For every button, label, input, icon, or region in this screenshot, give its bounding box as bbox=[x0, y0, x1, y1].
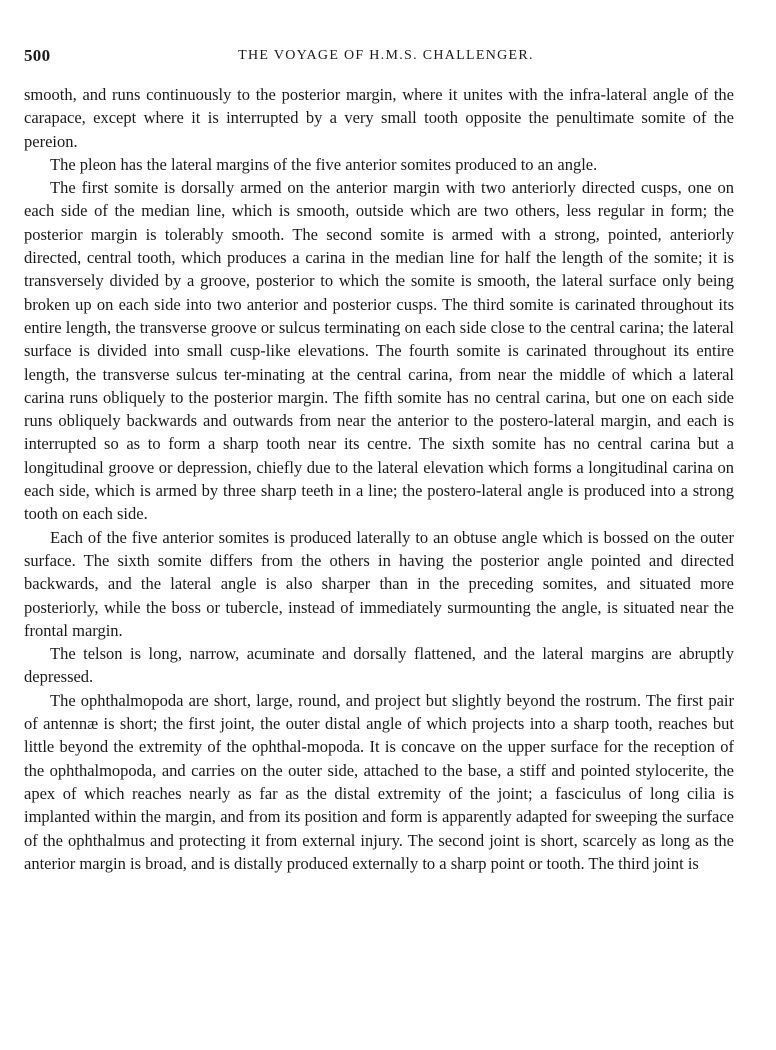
page-header bbox=[24, 42, 748, 72]
paragraph-somites: The first somite is dorsally armed on the anterior margin with two anteriorly directed cusps, one on each side of the median line, which is smooth, outside which are two others, less regular in form; the posterior margin is tolerably smooth. The second somite is armed with a strong, pointed, anteriorly directed, central tooth, which produces a carina in the median line for half the length of the somite; it is transversely divided by a groove, posterior to which the somite is smooth, the lateral surface only being broken up on each side into two anterior and posterior cusps. The third somite is carinated throughout its entire length, the transverse groove or sulcus terminating on each side close to the central carina; the lateral surface is divided into small cusp-like elevations. The fourth somite is carinated throughout its entire length, the transverse sulcus ter-minating at the central carina, from near the middle of which a lateral carina runs obliquely to the posterior margin. The fifth somite has no central carina, but one on each side runs obliquely backwards and outwards from near the anterior to the postero-lateral margin, and each is interrupted so as to form a sharp tooth near its centre. The sixth somite has no central carina but a longitudinal groove or depression, chiefly due to the lateral elevation which forms a longitudinal carina on each side, which is armed by three sharp teeth in a line; the postero-lateral angle is produced into a strong tooth on each side. bbox=[24, 178, 734, 524]
paragraph-pleon: The pleon has the lateral margins of the five anterior somites produced to an angle. bbox=[50, 154, 598, 174]
paragraph-ophthalmopoda: The ophthalmopoda are short, large, round, and project but slightly beyond the rostrum. The first pair of antennæ is short; the first joint, the outer distal angle of which projects into a sharp tooth, reaches but little beyond the extremity of the ophthal-mopoda. It is concave on the upper surface for the reception of the ophthalmopoda, and carries on the outer side, attached to the base, a stiff and pointed stylocerite, the apex of which reaches nearly as far as the distal extremity of the joint; a fasciculus of long cilia is implanted within the margin, and from its position and form is apparently adapted for sweeping the surface of the ophthalmus and protecting it from external injury. The second joint is short, scarcely as long as the anterior margin is broad, and is distally produced externally to a sharp point or tooth. The third joint is bbox=[24, 690, 734, 873]
paragraph-anterior-somites: Each of the five anterior somites is produced laterally to an obtuse angle which is bossed on the outer surface. The sixth somite differs from the others in having the posterior angle pointed and directed backwards, and the lateral angle is also sharper than in the preceding somites, and situated more posteriorly, while the boss or tubercle, instead of immediately surmounting the angle, is situated near the frontal margin. bbox=[24, 527, 734, 640]
running-title: THE VOYAGE OF H.M.S. CHALLENGER. bbox=[238, 48, 534, 63]
paragraph-continued: smooth, and runs continuously to the posterior margin, where it unites with the infra-lateral angle of the carapace, except where it is interrupted by a very small tooth opposite the penultimate somite of the pereion. bbox=[24, 85, 734, 151]
body-text bbox=[24, 83, 734, 875]
paragraph-telson: The telson is long, narrow, acuminate and dorsally flattened, and the lateral margins are abruptly depressed. bbox=[24, 644, 734, 687]
page-number: 500 bbox=[24, 46, 51, 65]
